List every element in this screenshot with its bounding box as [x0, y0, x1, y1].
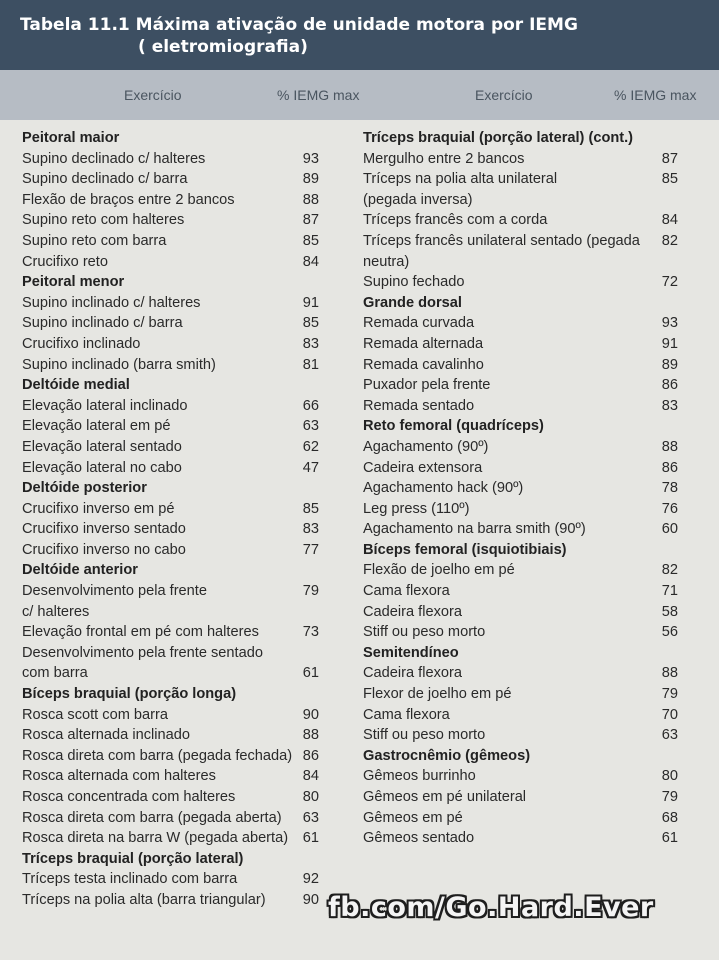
iemg-value: 80	[302, 789, 319, 805]
table-row	[363, 478, 681, 499]
exercise-name	[363, 169, 557, 210]
watermark: fb.com/Go.Hard.Ever	[328, 892, 654, 923]
iemg-value: 88	[302, 727, 319, 744]
exercise-name: Gêmeos em pé unilateral	[363, 789, 527, 805]
iemg-value: 85	[661, 171, 678, 188]
table-row	[22, 416, 322, 437]
exercise-name: Cama flexora	[363, 706, 450, 723]
exercise-name: Stiff ou peso morto	[363, 624, 486, 641]
exercise-name-line1: Tríceps na polia alta unilateral	[363, 171, 558, 188]
iemg-value: 77	[302, 541, 319, 558]
exercise-name: Elevação lateral em pé	[22, 418, 171, 435]
table-row	[22, 334, 322, 355]
iemg-value: 78	[661, 480, 678, 497]
table-row	[363, 355, 681, 376]
header-exercise-right: Exercício	[475, 87, 533, 103]
iemg-value: 89	[302, 171, 319, 188]
exercise-name: Rosca scott com barra	[22, 706, 168, 723]
table-row	[363, 787, 681, 808]
exercise-name: Cadeira flexora	[363, 603, 462, 620]
exercise-name-line2: neutra)	[363, 253, 410, 270]
iemg-value: 86	[302, 747, 319, 764]
iemg-value: 85	[302, 232, 319, 249]
section-heading: Tríceps braquial (porção lateral)	[22, 850, 244, 867]
exercise-name: Gêmeos sentado	[363, 830, 475, 847]
exercise-name	[363, 231, 640, 272]
exercise-name: Rosca alternada com halteres	[22, 768, 216, 785]
table-row	[22, 787, 322, 808]
iemg-value: 89	[661, 356, 678, 373]
exercise-name: Flexor de joelho em pé	[363, 686, 512, 703]
exercise-name: Mergulho entre 2 bancos	[363, 150, 525, 167]
exercise-name: Elevação frontal em pé com halteres	[22, 624, 259, 641]
iemg-value: 87	[661, 150, 678, 167]
iemg-value: 84	[302, 253, 319, 270]
exercise-name: Remada curvada	[363, 315, 475, 332]
exercise-name: Agachamento na barra smith (90º)	[363, 521, 586, 538]
table-row	[22, 746, 322, 767]
exercise-name: Cadeira extensora	[363, 459, 483, 476]
iemg-value: 85	[302, 500, 319, 517]
exercise-name-line1: Desenvolvimento pela frente sentado	[22, 644, 263, 661]
iemg-value: 61	[302, 665, 319, 682]
iemg-value: 88	[661, 665, 678, 682]
table-row	[22, 890, 322, 911]
table-row	[22, 869, 322, 890]
table-row	[22, 540, 322, 561]
iemg-value: 79	[661, 789, 678, 805]
table-title-bar	[0, 0, 719, 70]
exercise-name: Remada cavalinho	[363, 356, 484, 373]
iemg-value: 47	[302, 459, 319, 476]
exercise-name: Supino fechado	[363, 274, 465, 291]
table-row	[22, 210, 322, 231]
table-row	[22, 643, 322, 684]
section-heading: Gastrocnêmio (gêmeos)	[363, 747, 531, 764]
table-row	[363, 149, 681, 170]
exercise-name: Supino inclinado (barra smith)	[22, 356, 216, 373]
table-row	[363, 375, 681, 396]
section-heading: Grande dorsal	[363, 294, 462, 311]
iemg-value: 84	[661, 212, 678, 229]
section-heading: Reto femoral (quadríceps)	[363, 418, 544, 435]
iemg-value: 91	[302, 294, 319, 311]
exercise-name-line1: Tríceps francês unilateral sentado (pegada	[363, 232, 640, 249]
exercise-name: Supino reto com halteres	[22, 212, 185, 229]
iemg-value: 79	[302, 583, 319, 600]
exercise-name: Supino inclinado c/ halteres	[22, 294, 201, 311]
iemg-value: 86	[661, 377, 678, 394]
iemg-value: 90	[302, 706, 319, 723]
exercise-name: Flexão de joelho em pé	[363, 562, 515, 579]
exercise-name: Elevação lateral no cabo	[22, 459, 182, 476]
table-row	[363, 725, 681, 746]
exercise-name: Gêmeos em pé	[363, 809, 463, 826]
exercise-name: Rosca concentrada com halteres	[22, 789, 236, 805]
exercise-name: Puxador pela frente	[363, 377, 491, 394]
iemg-value: 92	[302, 871, 319, 888]
exercise-name: Rosca direta com barra (pegada aberta)	[22, 809, 282, 826]
table-row	[22, 252, 322, 273]
iemg-value: 83	[661, 397, 678, 414]
exercise-name: Stiff ou peso morto	[363, 727, 486, 744]
section-heading: Bíceps femoral (isquiotibiais)	[363, 541, 567, 558]
table-row	[22, 458, 322, 479]
table-row	[22, 499, 322, 520]
exercise-name: Remada alternada	[363, 335, 484, 352]
iemg-value: 81	[302, 356, 319, 373]
iemg-value: 73	[302, 624, 319, 641]
iemg-value: 83	[302, 335, 319, 352]
table-row	[363, 663, 681, 684]
table-row	[363, 272, 681, 293]
table-row	[363, 622, 681, 643]
exercise-name: Supino inclinado c/ barra	[22, 315, 183, 332]
iemg-value: 60	[661, 521, 678, 538]
exercise-name: Crucifixo inverso sentado	[22, 521, 186, 538]
table-row	[22, 622, 322, 643]
exercise-name: Tríceps francês com a corda	[363, 212, 548, 229]
iemg-value: 62	[302, 438, 319, 455]
table-row	[363, 602, 681, 623]
table-row	[363, 684, 681, 705]
iemg-value: 66	[302, 397, 319, 414]
exercise-name: Leg press (110º)	[363, 500, 470, 517]
section-heading: Bíceps braquial (porção longa)	[22, 686, 237, 703]
table-row	[363, 519, 681, 540]
iemg-value: 87	[302, 212, 319, 229]
table-title-continuation: ( eletromiografia)	[138, 37, 308, 57]
exercise-name	[22, 581, 207, 622]
table-row	[22, 190, 322, 211]
table-row	[363, 828, 681, 849]
table-row	[22, 725, 322, 746]
header-iemg-right: % IEMG max	[614, 87, 697, 103]
section-heading: Tríceps braquial (porção lateral) (cont.)	[363, 130, 634, 146]
table-row	[363, 396, 681, 417]
section-heading: Deltóide anterior	[22, 562, 138, 579]
table-row	[363, 581, 681, 602]
table-row	[363, 458, 681, 479]
exercise-name-line1: Desenvolvimento pela frente	[22, 583, 207, 600]
iemg-value: 86	[661, 459, 678, 476]
table-row	[22, 828, 322, 849]
section-heading: Deltóide medial	[22, 377, 130, 394]
exercise-name	[22, 643, 263, 684]
exercise-name: Rosca direta com barra (pegada fechada)	[22, 747, 293, 764]
table-row	[363, 231, 681, 272]
iemg-value: 90	[302, 891, 319, 908]
table-row	[22, 705, 322, 726]
table-row	[363, 499, 681, 520]
iemg-value: 85	[302, 315, 319, 332]
section-heading: Peitoral maior	[22, 130, 120, 146]
iemg-value: 61	[302, 830, 319, 847]
iemg-value: 93	[302, 150, 319, 167]
iemg-value: 82	[661, 562, 678, 579]
iemg-value: 88	[661, 438, 678, 455]
exercise-name: Crucifixo inverso em pé	[22, 500, 175, 517]
exercise-name: Agachamento (90º)	[363, 438, 489, 455]
iemg-value: 70	[661, 706, 678, 723]
exercise-name: Supino reto com barra	[22, 232, 167, 249]
exercise-name-line2: (pegada inversa)	[363, 191, 473, 208]
iemg-value: 93	[661, 315, 678, 332]
table-row	[363, 169, 681, 210]
exercise-name: Elevação lateral inclinado	[22, 397, 188, 414]
exercise-name: Rosca direta na barra W (pegada aberta)	[22, 830, 289, 847]
iemg-value: 91	[661, 335, 678, 352]
iemg-value: 88	[302, 191, 319, 208]
exercise-name: Crucifixo inclinado	[22, 335, 141, 352]
table-row	[22, 437, 322, 458]
iemg-value: 82	[661, 232, 678, 249]
table-row	[363, 437, 681, 458]
iemg-value: 83	[302, 521, 319, 538]
section-heading: Semitendíneo	[363, 644, 459, 661]
exercise-name: Cadeira flexora	[363, 665, 462, 682]
table-row	[22, 169, 322, 190]
table-row	[363, 808, 681, 829]
table-row	[22, 519, 322, 540]
iemg-value: 68	[661, 809, 678, 826]
exercise-name: Rosca alternada inclinado	[22, 727, 190, 744]
header-iemg-left: % IEMG max	[277, 87, 360, 103]
section-heading: Peitoral menor	[22, 274, 125, 291]
exercise-name: Cama flexora	[363, 583, 450, 600]
exercise-name-line2: c/ halteres	[22, 603, 90, 620]
iemg-value: 63	[661, 727, 678, 744]
iemg-value: 84	[302, 768, 319, 785]
exercise-name: Agachamento hack (90º)	[363, 480, 524, 497]
column-header-bar	[0, 70, 719, 120]
exercise-name: Tríceps na polia alta (barra triangular)	[22, 891, 266, 908]
table-title: Tabela 11.1 Máxima ativação de unidade motora por IEMG	[20, 15, 578, 35]
table-row	[363, 313, 681, 334]
iemg-value: 79	[661, 686, 678, 703]
iemg-value: 76	[661, 500, 678, 517]
table-row	[363, 210, 681, 231]
exercise-name: Gêmeos burrinho	[363, 768, 476, 785]
iemg-value: 71	[661, 583, 678, 600]
exercise-name: Flexão de braços entre 2 bancos	[22, 191, 235, 208]
table-row	[22, 293, 322, 314]
table-row	[363, 334, 681, 355]
iemg-value: 56	[661, 624, 678, 641]
table-row	[22, 396, 322, 417]
left-column	[22, 128, 322, 911]
table-row	[22, 581, 322, 622]
exercise-name: Supino declinado c/ barra	[22, 171, 188, 188]
table-row	[363, 766, 681, 787]
table-row	[22, 231, 322, 252]
iemg-value: 61	[661, 830, 678, 847]
table-row	[22, 808, 322, 829]
iemg-value: 58	[661, 603, 678, 620]
table-row	[22, 766, 322, 787]
right-column	[363, 128, 681, 849]
iemg-value: 63	[302, 809, 319, 826]
exercise-name: Remada sentado	[363, 397, 475, 414]
table-row	[363, 705, 681, 726]
iemg-value: 72	[661, 274, 678, 291]
exercise-name: Supino declinado c/ halteres	[22, 150, 206, 167]
exercise-name-line2: com barra	[22, 665, 88, 682]
table-row	[22, 149, 322, 170]
header-exercise-left: Exercício	[124, 87, 182, 103]
table-row	[22, 313, 322, 334]
section-heading: Deltóide posterior	[22, 480, 147, 497]
exercise-name: Tríceps testa inclinado com barra	[22, 871, 238, 888]
iemg-value: 63	[302, 418, 319, 435]
exercise-name: Crucifixo inverso no cabo	[22, 541, 186, 558]
table-row	[22, 355, 322, 376]
table-row	[363, 560, 681, 581]
iemg-value: 80	[661, 768, 678, 785]
exercise-name: Elevação lateral sentado	[22, 438, 182, 455]
exercise-name: Crucifixo reto	[22, 253, 108, 270]
